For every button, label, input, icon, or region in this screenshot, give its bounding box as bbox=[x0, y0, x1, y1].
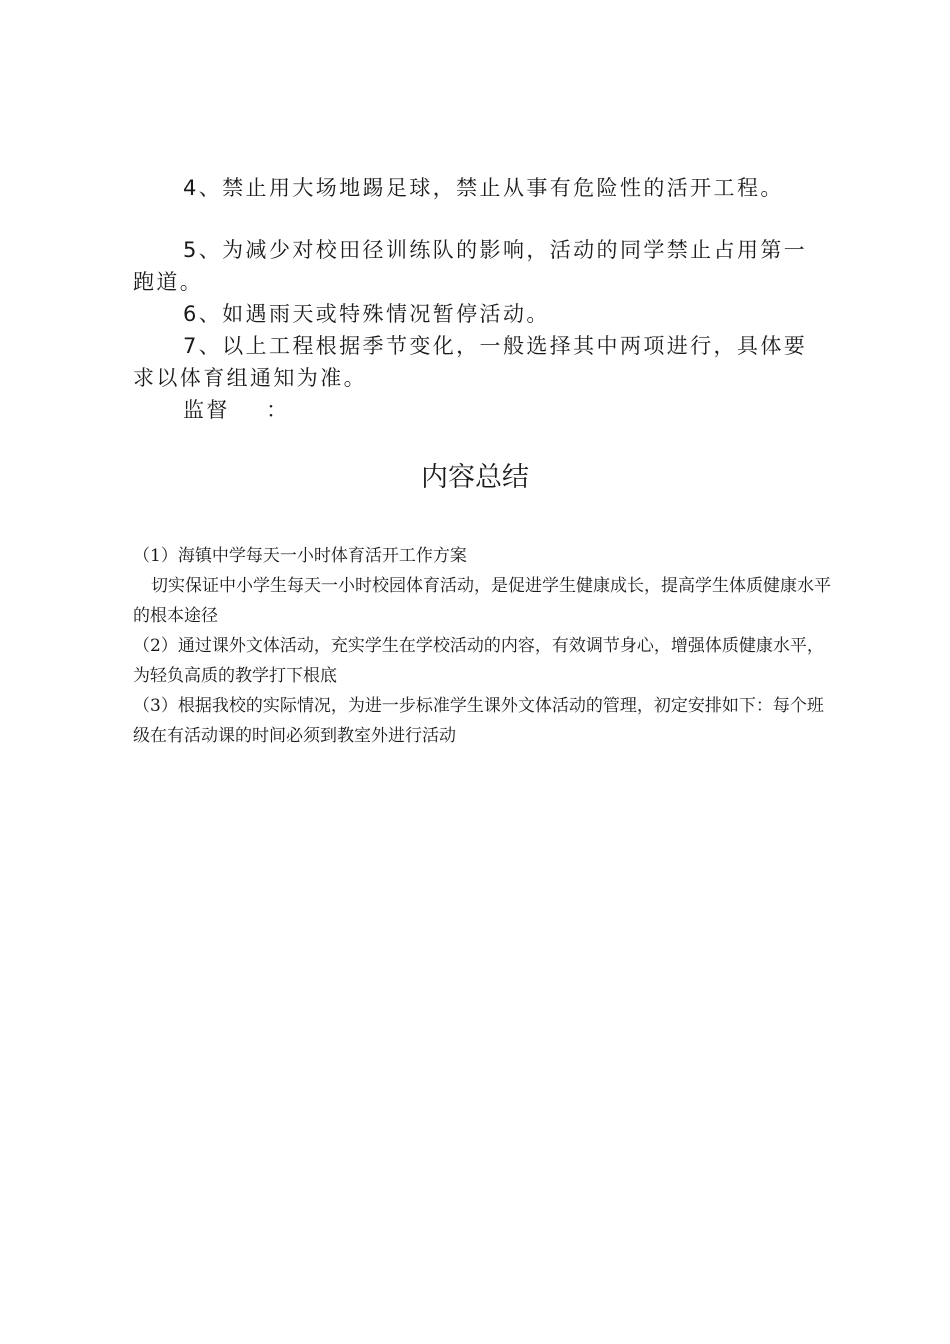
rule-item-7: 7、以上工程根据季节变化，一般选择其中两项进行，具体要求以体育组通知为准。 bbox=[133, 334, 808, 390]
summary-content bbox=[133, 541, 833, 751]
summary-paragraph-2: 切实保证中小学生每天一小时校园体育活动，是促进学生健康成长，提高学生体质健康水平的根本途径 bbox=[133, 576, 831, 626]
summary-paragraph-1: （1）海镇中学每天一小时体育活开工作方案 bbox=[133, 546, 467, 566]
rule-item-4: 4、禁止用大场地踢足球，禁止从事有危险性的活开工程。 bbox=[183, 176, 784, 200]
rule-item-5: 5、为减少对校田径训练队的影响，活动的同学禁止占用第一跑道。 bbox=[133, 238, 808, 294]
summary-paragraph-3: （2）通过课外文体活动，充实学生在学校活动的内容，有效调节身心，增强体质健康水平，为轻负高质的教学打下根底 bbox=[133, 636, 824, 686]
summary-title: 内容总结 bbox=[421, 462, 529, 493]
activity-rules bbox=[133, 172, 823, 426]
summary-paragraph-4: （3）根据我校的实际情况，为进一步标准学生课外文体活动的管理，初定安排如下：每个班级在有活动课的时间必须到教室外进行活动 bbox=[133, 696, 824, 746]
supervise-label: 监督 ： bbox=[183, 398, 290, 422]
rule-item-6: 6、如遇雨天或特殊情况暂停活动。 bbox=[183, 302, 550, 326]
